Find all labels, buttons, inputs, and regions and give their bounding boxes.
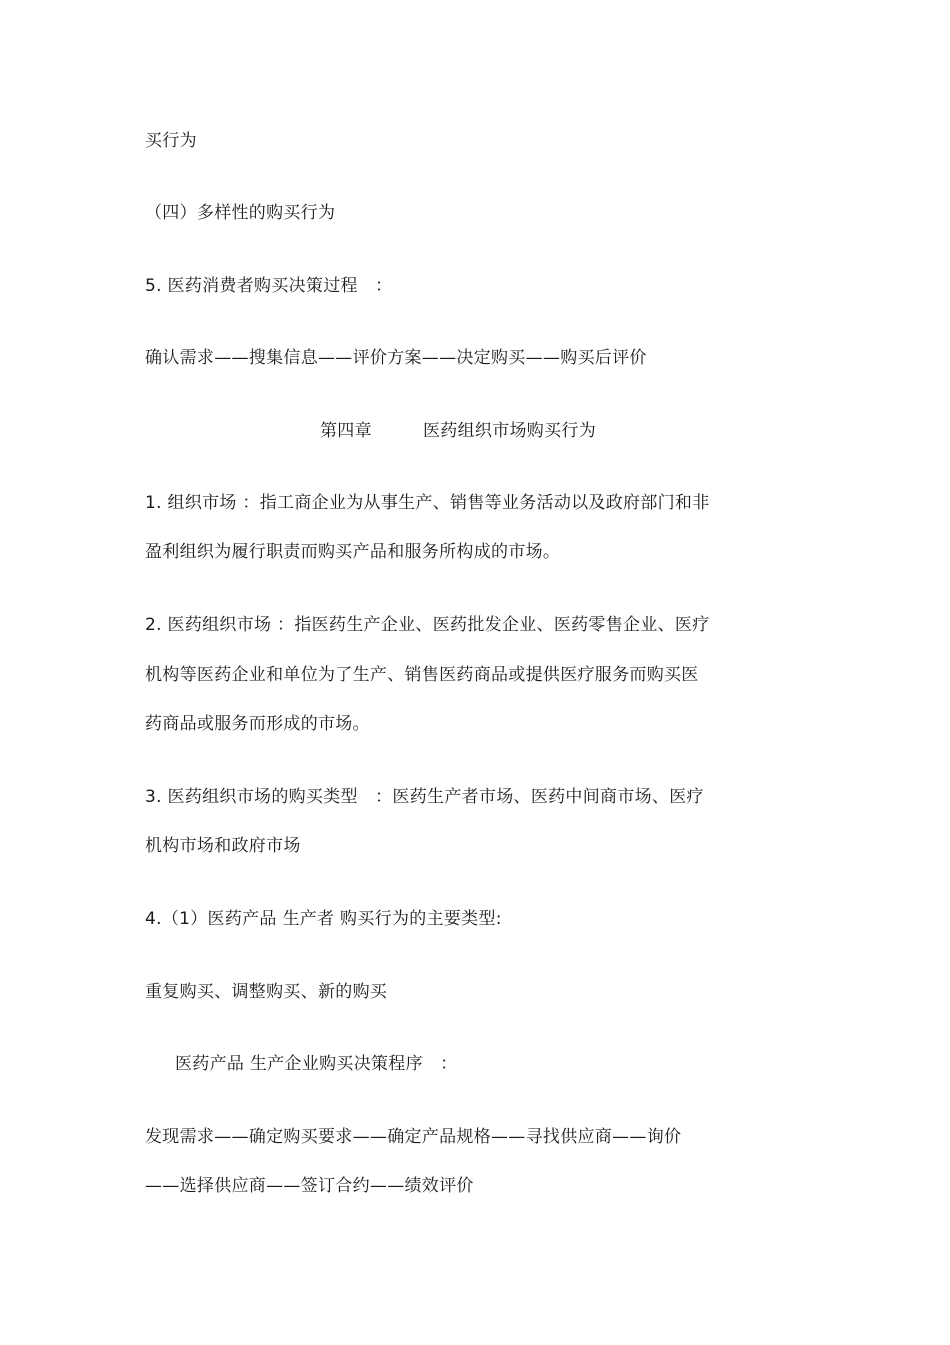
definition-line: 药商品或服务而形成的市场。: [145, 714, 370, 734]
definition-line: 1. 组织市场 ：指工商企业为从事生产、销售等业务活动以及政府部门和非: [145, 493, 710, 513]
definition-line: 3. 医药组织市场的购买类型 ：医药生产者市场、医药中间商市场、医疗: [145, 787, 704, 807]
definition-line: 盈利组织为履行职责而购买产品和服务所构成的市场。: [145, 542, 561, 562]
process-flow: 确认需求——搜集信息——评价方案——决定购买——购买后评价: [145, 348, 647, 368]
chapter-title: 医药组织市场购买行为: [423, 421, 596, 441]
item-heading: 4.（1）医药产品 生产者 购买行为的主要类型:: [145, 909, 502, 929]
text-line: 买行为: [145, 131, 197, 151]
item-heading: 5. 医药消费者购买决策过程 ：: [145, 276, 393, 296]
chapter-number: 第四章: [320, 421, 372, 441]
process-flow: 发现需求——确定购买要求——确定产品规格——寻找供应商——询价: [145, 1127, 682, 1147]
definition-line: 机构等医药企业和单位为了生产、销售医药商品或提供医疗服务而购买医: [145, 665, 699, 685]
item-heading: 医药产品 生产企业购买决策程序 ：: [175, 1054, 458, 1074]
definition-line: 2. 医药组织市场 ：指医药生产企业、医药批发企业、医药零售企业、医疗: [145, 615, 710, 635]
section-heading: （四）多样性的购买行为: [145, 203, 336, 223]
definition-line: 机构市场和政府市场: [145, 836, 301, 856]
process-flow: ——选择供应商——签订合约——绩效评价: [145, 1176, 474, 1196]
text-line: 重复购买、调整购买、新的购买: [145, 982, 388, 1002]
